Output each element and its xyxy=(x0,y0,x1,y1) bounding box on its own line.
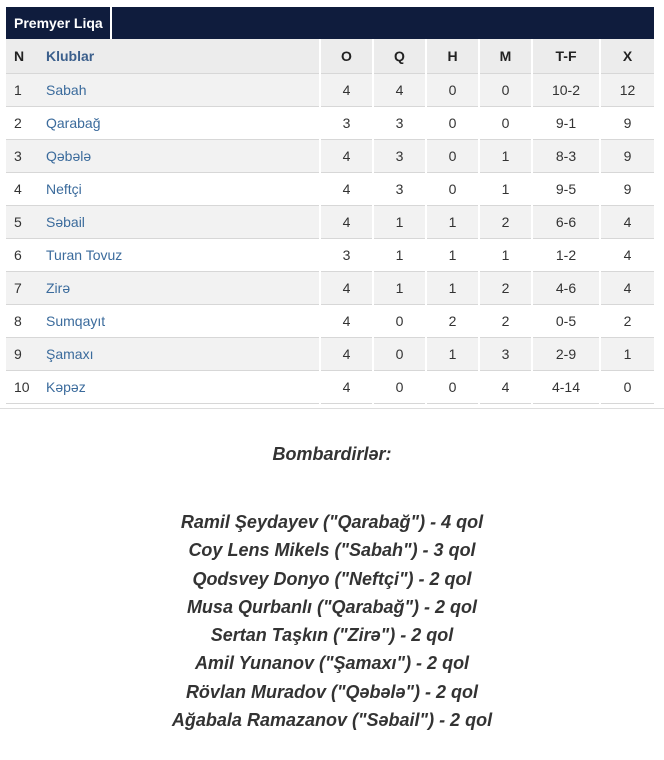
cell-tf: 6-6 xyxy=(532,206,600,239)
cell-o: 4 xyxy=(320,338,373,371)
league-header xyxy=(6,7,654,39)
club-link[interactable]: Şamaxı xyxy=(38,338,320,371)
cell-tf: 8-3 xyxy=(532,140,600,173)
cell-q: 4 xyxy=(373,74,426,107)
cell-h: 0 xyxy=(426,74,479,107)
cell-q: 0 xyxy=(373,305,426,338)
scorers-section xyxy=(0,440,664,734)
club-link[interactable]: Qəbələ xyxy=(38,140,320,173)
scorers-list xyxy=(0,508,664,734)
scorer-line: Sertan Taşkın ("Zirə") - 2 qol xyxy=(210,625,454,646)
cell-tf: 4-14 xyxy=(532,371,600,404)
scorer-line: Amil Yunanov ("Şamaxı") - 2 qol xyxy=(194,653,470,674)
cell-m: 2 xyxy=(479,305,532,338)
header-x: X xyxy=(600,39,654,74)
cell-tf: 0-5 xyxy=(532,305,600,338)
club-link[interactable]: Kəpəz xyxy=(38,371,320,404)
cell-m: 0 xyxy=(479,74,532,107)
cell-n: 4 xyxy=(6,173,38,206)
cell-q: 3 xyxy=(373,107,426,140)
cell-o: 4 xyxy=(320,305,373,338)
cell-tf: 9-5 xyxy=(532,173,600,206)
cell-o: 4 xyxy=(320,272,373,305)
tab-premyer-liqa[interactable]: Premyer Liqa xyxy=(6,7,112,39)
cell-h: 2 xyxy=(426,305,479,338)
cell-n: 6 xyxy=(6,239,38,272)
header-h: H xyxy=(426,39,479,74)
cell-x: 4 xyxy=(600,272,654,305)
standings-body xyxy=(6,74,654,404)
scorer-line: Coy Lens Mikels ("Sabah") - 3 qol xyxy=(188,540,476,561)
cell-x: 1 xyxy=(600,338,654,371)
cell-m: 0 xyxy=(479,107,532,140)
club-link[interactable]: Neftçi xyxy=(38,173,320,206)
cell-n: 10 xyxy=(6,371,38,404)
scorer-line: Rövlan Muradov ("Qəbələ") - 2 qol xyxy=(185,681,479,702)
cell-n: 2 xyxy=(6,107,38,140)
cell-h: 1 xyxy=(426,338,479,371)
cell-x: 12 xyxy=(600,74,654,107)
header-tf: T-F xyxy=(532,39,600,74)
cell-q: 0 xyxy=(373,338,426,371)
table-row xyxy=(6,173,654,206)
table-row xyxy=(6,74,654,107)
cell-h: 0 xyxy=(426,371,479,404)
cell-tf: 2-9 xyxy=(532,338,600,371)
cell-o: 4 xyxy=(320,140,373,173)
header-m: M xyxy=(479,39,532,74)
cell-h: 0 xyxy=(426,107,479,140)
table-row xyxy=(6,239,654,272)
table-row xyxy=(6,371,654,404)
cell-q: 0 xyxy=(373,371,426,404)
cell-x: 9 xyxy=(600,140,654,173)
cell-o: 4 xyxy=(320,371,373,404)
cell-h: 1 xyxy=(426,239,479,272)
cell-m: 1 xyxy=(479,140,532,173)
table-row xyxy=(6,305,654,338)
club-link[interactable]: Zirə xyxy=(38,272,320,305)
cell-tf: 10-2 xyxy=(532,74,600,107)
cell-o: 3 xyxy=(320,107,373,140)
cell-q: 1 xyxy=(373,272,426,305)
club-link[interactable]: Qarabağ xyxy=(38,107,320,140)
header-o: O xyxy=(320,39,373,74)
cell-x: 4 xyxy=(600,206,654,239)
cell-x: 9 xyxy=(600,173,654,206)
cell-m: 1 xyxy=(479,239,532,272)
cell-x: 2 xyxy=(600,305,654,338)
header-klublar: Klublar xyxy=(38,39,320,74)
cell-n: 1 xyxy=(6,74,38,107)
table-row xyxy=(6,272,654,305)
scorer-line: Qodsvey Donyo ("Neftçi") - 2 qol xyxy=(192,568,472,589)
club-link[interactable]: Səbail xyxy=(38,206,320,239)
cell-m: 3 xyxy=(479,338,532,371)
cell-o: 4 xyxy=(320,206,373,239)
cell-o: 3 xyxy=(320,239,373,272)
cell-n: 8 xyxy=(6,305,38,338)
cell-h: 0 xyxy=(426,173,479,206)
table-row xyxy=(6,206,654,239)
table-row xyxy=(6,338,654,371)
cell-m: 4 xyxy=(479,371,532,404)
club-link[interactable]: Sumqayıt xyxy=(38,305,320,338)
cell-tf: 1-2 xyxy=(532,239,600,272)
cell-h: 1 xyxy=(426,272,479,305)
cell-q: 3 xyxy=(373,140,426,173)
scorer-line: Musa Qurbanlı ("Qarabağ") - 2 qol xyxy=(186,596,478,617)
table-row xyxy=(6,107,654,140)
table-header-row xyxy=(6,39,654,74)
club-link[interactable]: Sabah xyxy=(38,74,320,107)
cell-q: 3 xyxy=(373,173,426,206)
divider xyxy=(0,408,664,409)
club-link[interactable]: Turan Tovuz xyxy=(38,239,320,272)
cell-q: 1 xyxy=(373,206,426,239)
cell-m: 1 xyxy=(479,173,532,206)
cell-x: 0 xyxy=(600,371,654,404)
scorer-line: Ağabala Ramazanov ("Səbail") - 2 qol xyxy=(171,710,493,731)
standings-table xyxy=(6,39,654,404)
cell-n: 3 xyxy=(6,140,38,173)
cell-h: 1 xyxy=(426,206,479,239)
table-row xyxy=(6,140,654,173)
cell-m: 2 xyxy=(479,272,532,305)
cell-q: 1 xyxy=(373,239,426,272)
cell-x: 4 xyxy=(600,239,654,272)
cell-h: 0 xyxy=(426,140,479,173)
cell-n: 7 xyxy=(6,272,38,305)
cell-o: 4 xyxy=(320,173,373,206)
cell-m: 2 xyxy=(479,206,532,239)
scorers-title: Bombardirlər: xyxy=(272,444,392,464)
cell-tf: 4-6 xyxy=(532,272,600,305)
scorer-line: Ramil Şeydayev ("Qarabağ") - 4 qol xyxy=(180,512,484,532)
header-n: N xyxy=(6,39,38,74)
cell-n: 9 xyxy=(6,338,38,371)
cell-tf: 9-1 xyxy=(532,107,600,140)
cell-x: 9 xyxy=(600,107,654,140)
cell-o: 4 xyxy=(320,74,373,107)
header-q: Q xyxy=(373,39,426,74)
cell-n: 5 xyxy=(6,206,38,239)
